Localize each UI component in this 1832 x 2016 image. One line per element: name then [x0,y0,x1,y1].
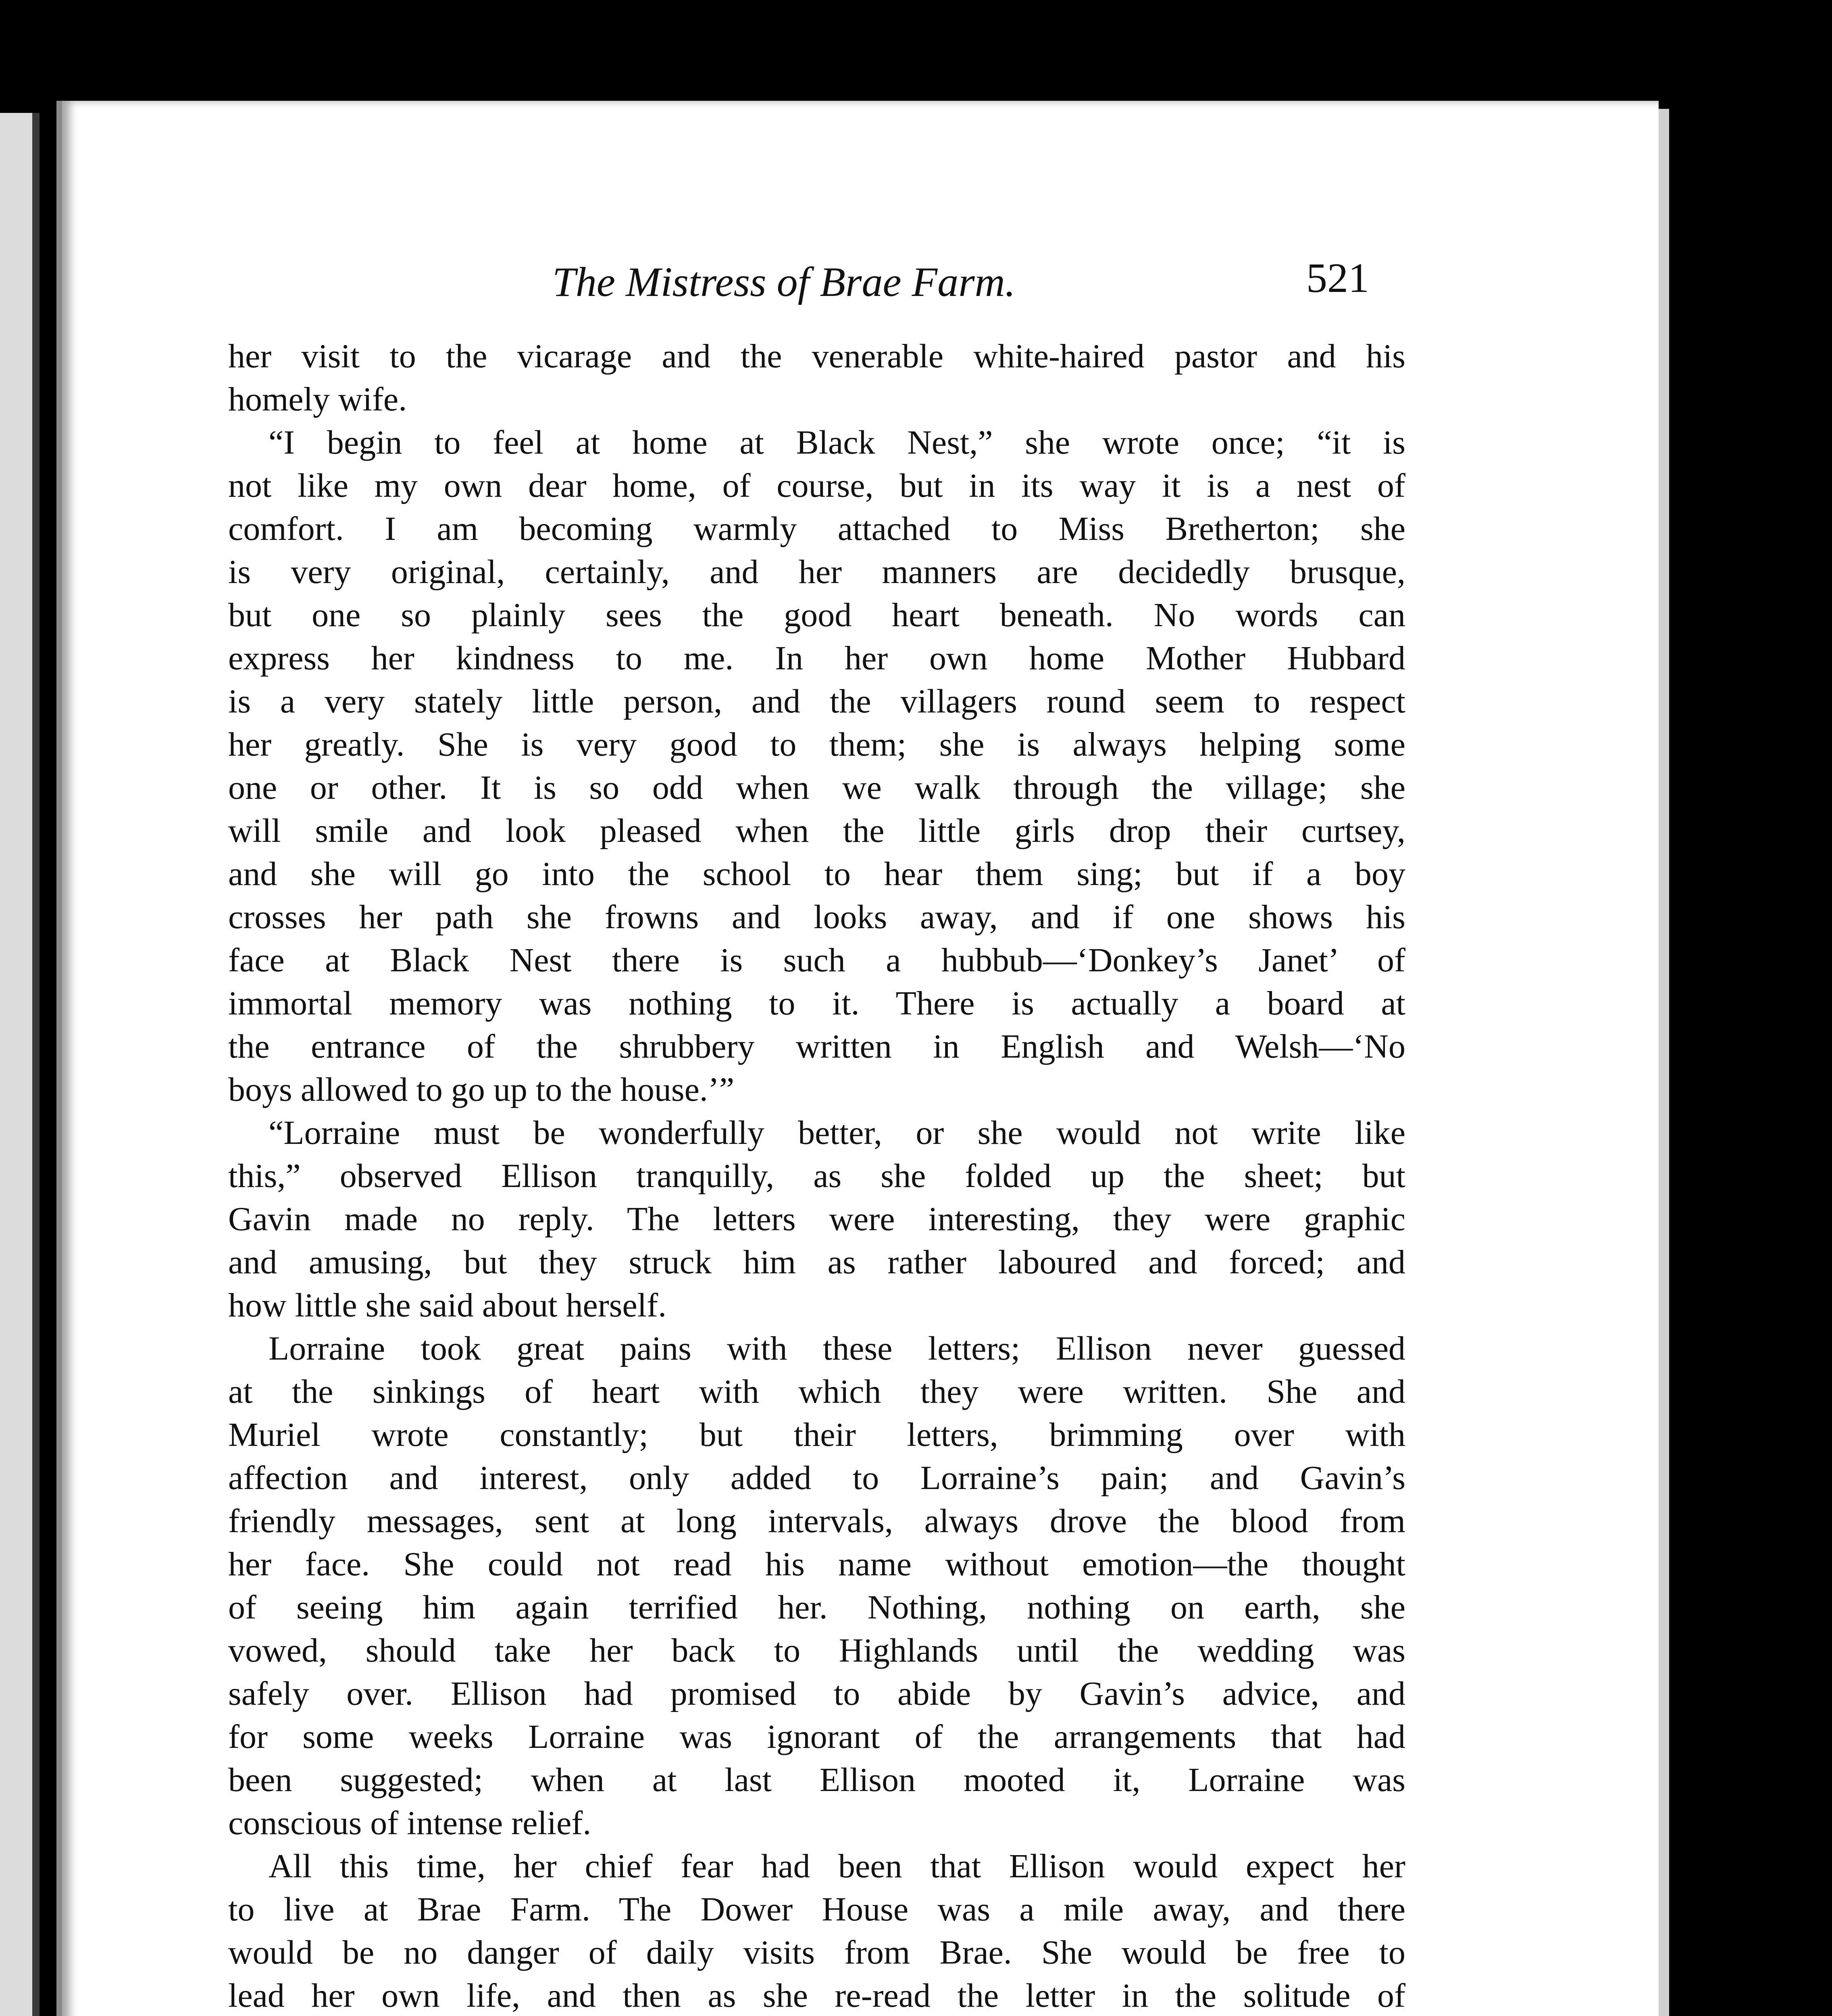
text-line: safely over. Ellison had promised to abide by Gavin’s advice, and [228,1675,1405,1712]
text-line: and she will go into the school to hear them sing; but if a boy [228,855,1405,893]
text-line: boys allowed to go up to the house.’” [228,1071,735,1108]
text-line: been suggested; when at last Ellison mooted it, Lorraine was [228,1761,1405,1799]
text-line: her greatly. She is very good to them; she is always helping some [228,726,1405,763]
text-line: comfort. I am becoming warmly attached to Miss Bretherton; she [228,510,1405,548]
text-line: to live at Brae Farm. The Dower House was a mile away, and there [228,1891,1405,1928]
text-line: is a very stately little person, and the villagers round seem to respect [228,683,1405,720]
text-line: will smile and look pleased when the little girls drop their curtsey, [228,812,1405,850]
body-text [228,335,1405,2016]
left-page-edge [0,113,40,2016]
text-line: one or other. It is so odd when we walk through the village; she [228,769,1405,806]
text-line: would be no danger of daily visits from Brae. She would be free to [228,1934,1405,1971]
text-line: Lorraine took great pains with these letters; Ellison never guessed [269,1330,1405,1367]
text-line: affection and interest, only added to Lorraine’s pain; and Gavin’s [228,1459,1405,1497]
text-line: “Lorraine must be wonderfully better, or she would not write like [269,1114,1405,1152]
text-line: her face. She could not read his name without emotion—the thought [228,1545,1405,1583]
text-line: homely wife. [228,381,407,418]
text-line: immortal memory was nothing to it. There is actually a board at [228,985,1405,1022]
text-line: not like my own dear home, of course, but in its way it is a nest of [228,467,1405,504]
text-line: Muriel wrote constantly; but their letters, brimming over with [228,1416,1405,1454]
text-line: “I begin to feel at home at Black Nest,” she wrote once; “it is [269,424,1405,461]
text-line: Gavin made no reply. The letters were interesting, they were graphic [228,1200,1405,1238]
text-line: vowed, should take her back to Highlands until the wedding was [228,1632,1405,1669]
text-line: friendly messages, sent at long intervals, always drove the blood from [228,1502,1405,1540]
text-line: face at Black Nest there is such a hubbub—‘Donkey’s Janet’ of [228,941,1405,979]
text-line: express her kindness to me. In her own home Mother Hubbard [228,639,1405,677]
text-line: and amusing, but they struck him as rather laboured and forced; and [228,1243,1405,1281]
text-line: crosses her path she frowns and looks away, and if one shows his [228,898,1405,936]
text-line: conscious of intense relief. [228,1804,591,1842]
text-line: how little she said about herself. [228,1287,667,1324]
text-line: at the sinkings of heart with which they were written. She and [228,1373,1405,1410]
text-line: her visit to the vicarage and the venerable white-haired pastor and his [228,337,1405,375]
text-line: of seeing him again terrified her. Nothing, nothing on earth, she [228,1589,1405,1626]
text-line: for some weeks Lorraine was ignorant of the arrangements that had [228,1718,1405,1756]
text-line: lead her own life, and then as she re-read the letter in the solitude of [228,1977,1405,2014]
text-line: the entrance of the shrubbery written in English and Welsh—‘No [228,1028,1405,1065]
text-line: is very original, certainly, and her manners are decidedly brusque, [228,553,1405,591]
page-number: 521 [1306,255,1369,301]
text-line: but one so plainly sees the good heart beneath. No words can [228,596,1405,634]
text-line: All this time, her chief fear had been that Ellison would expect her [269,1847,1405,1885]
text-line: this,” observed Ellison tranquilly, as she folded up the sheet; but [228,1157,1405,1195]
running-title: The Mistress of Brae Farm. [552,259,1016,305]
